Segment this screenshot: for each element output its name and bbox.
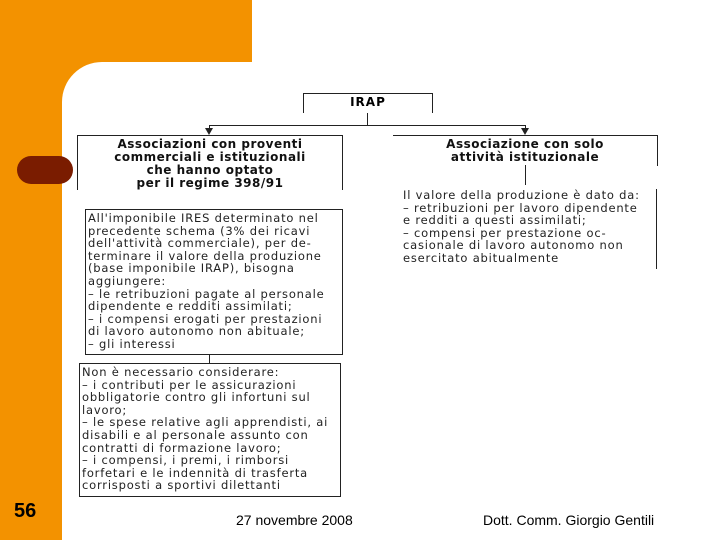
irap-diagram: [75, 85, 665, 500]
maroon-tab: [17, 156, 73, 184]
footer-date: 27 novembre 2008: [236, 512, 353, 528]
right-body-line: – retribuzioni per lavoro dipendente: [403, 200, 638, 215]
arrow-right-icon: [521, 128, 529, 135]
left-bottom-line: – i compensi, i premi, i rimborsi: [82, 453, 290, 468]
slide-number: 56: [14, 500, 37, 522]
left-bottom-line: Non è necessario considerare:: [82, 365, 280, 379]
left-body-line: di lavoro autonomo non abituale;: [88, 324, 305, 339]
left-body-line: dell'attività commerciale), per de-: [88, 236, 312, 251]
irap-root-box: [303, 93, 433, 113]
right-body-line: – compensi per prestazione oc-: [403, 225, 607, 240]
left-body-line: – gli interessi: [88, 336, 176, 351]
left-body-line: aggiungere:: [88, 273, 167, 288]
left-branch-header: [77, 135, 343, 190]
left-body-line: – i compensi erogati per prestazioni: [88, 311, 323, 326]
right-body-line: Il valore della produzione è dato da:: [403, 188, 640, 202]
left-body-line: dipendente e redditi assimilati;: [88, 299, 293, 314]
right-header-line: attività istituzionale: [450, 150, 600, 164]
left-body-line: (base imponibile IRAP), bisogna: [88, 261, 295, 276]
arrow-left-icon: [205, 128, 213, 135]
orange-sidebar: [0, 0, 62, 540]
left-bottom-line: – i contributi per le assicurazioni: [82, 377, 297, 392]
right-header-line: Associazione con solo: [446, 137, 604, 151]
left-bottom-line: disabili e al personale assunto con: [82, 427, 309, 442]
irap-root-label: IRAP: [350, 95, 386, 109]
left-header-line: che hanno optato: [146, 163, 274, 177]
footer-author: Dott. Comm. Giorgio Gentili: [483, 512, 655, 528]
left-bottom-box: [79, 363, 341, 497]
connector-horizontal: [209, 125, 525, 126]
right-body-line: esercitato abitualmente: [403, 250, 560, 265]
left-body-line: – le retribuzioni pagate al personale: [88, 286, 325, 301]
left-body-line: All'imponibile IRES determinato nel: [88, 211, 319, 225]
connector-right-body: [525, 165, 526, 185]
left-bottom-line: – le spese relative agli apprendisti, ai: [82, 415, 329, 430]
connector-root-vertical: [367, 113, 368, 125]
orange-top-bar: [62, 0, 252, 62]
right-body-box: [401, 189, 657, 269]
left-header-line: Associazioni con proventi: [117, 137, 303, 151]
left-bottom-line: forfetari e le indennità di trasferta: [82, 465, 309, 480]
left-bottom-line: corrisposti a sportivi dilettanti: [82, 478, 281, 493]
left-body-line: terminare il valore della produzione: [88, 248, 322, 263]
right-branch-header: [393, 135, 658, 166]
right-body-line: e redditi a questi assimilati;: [403, 213, 587, 228]
left-body-line: precedente schema (3% dei ricavi: [88, 223, 311, 238]
left-bottom-line: obbligatorie contro gli infortuni sul: [82, 390, 311, 405]
connector-left-bottom: [209, 355, 210, 363]
left-header-line: commerciali e istituzionali: [114, 150, 306, 164]
right-body-line: casionale di lavoro autonomo non: [403, 238, 624, 253]
left-bottom-line: contratti di formazione lavoro;: [82, 440, 282, 455]
left-bottom-line: lavoro;: [82, 402, 128, 417]
left-header-line: per il regime 398/91: [136, 176, 284, 190]
left-body-box: [85, 209, 343, 355]
